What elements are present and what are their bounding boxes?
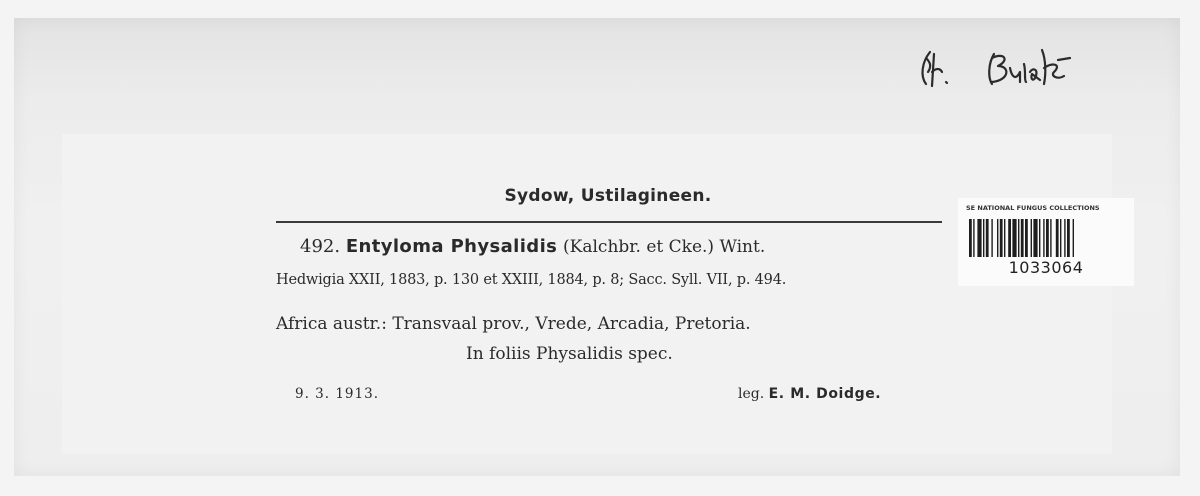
collector-prefix: leg. xyxy=(738,386,765,402)
locality-text: Africa austr.: Transvaal prov., Vrede, Arcadia, Pretoria. xyxy=(276,314,751,334)
label-title: Sydow, Ustilagineen. xyxy=(504,186,712,206)
barcode-number: 1033064 xyxy=(1008,258,1084,277)
literature-references: Hedwigia XXII, 1883, p. 130 et XXIII, 1884, p. 8; Sacc. Syll. VII, p. 494. xyxy=(276,272,787,288)
species-line xyxy=(300,236,765,257)
species-authority: (Kalchbr. et Cke.) Wint. xyxy=(563,237,766,257)
species-name: Entyloma Physalidis xyxy=(345,236,558,257)
handwritten-signature xyxy=(912,38,1112,98)
collector-name: E. M. Doidge. xyxy=(768,386,882,402)
barcode-header: SE NATIONAL FUNGUS COLLECTIONS xyxy=(966,204,1100,212)
exsiccata-number: 492. xyxy=(300,236,341,257)
barcode-bars-icon xyxy=(968,219,1124,257)
collector-line xyxy=(738,386,881,402)
collection-date: 9. 3. 1913. xyxy=(295,386,379,402)
host-text: In foliis Physalidis spec. xyxy=(466,344,673,364)
title-divider xyxy=(276,221,942,223)
label-card xyxy=(62,134,1112,454)
